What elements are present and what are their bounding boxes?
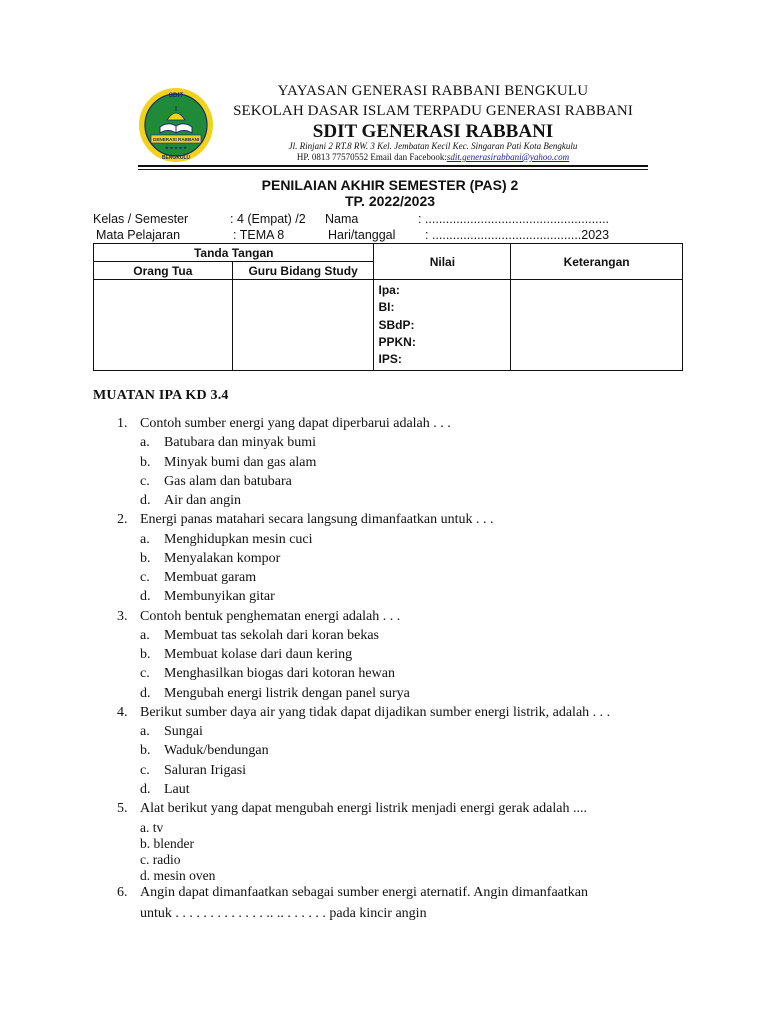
question-4 — [117, 705, 610, 721]
option-1c[interactable]: c. Gas alam dan batubara — [140, 474, 292, 489]
school-logo — [138, 87, 214, 163]
nama-field[interactable]: : ..................................................... — [418, 212, 610, 226]
question-text: Energi panas matahari secara langsung dimanfaatkan untuk . . . — [140, 512, 494, 527]
mapel-value: : TEMA 8 — [233, 228, 285, 242]
question-6 — [117, 885, 588, 901]
option-2a[interactable]: a. Menghidupkan mesin cuci — [140, 532, 313, 547]
contact-email-link[interactable]: sdit.generasirabbani@yahoo.com — [446, 152, 570, 162]
option-3a[interactable]: a. Membuat tas sekolah dari koran bekas — [140, 628, 379, 643]
option-4a[interactable]: a. Sungai — [140, 724, 203, 739]
nilai-header: Nilai — [374, 244, 511, 280]
subject-ips: IPS: — [378, 352, 402, 367]
school-contact — [218, 152, 648, 162]
school-short-name: SDIT GENERASI RABBANI — [312, 121, 554, 142]
option-1d[interactable]: d. Air dan angin — [140, 493, 241, 508]
score-table — [93, 243, 683, 371]
option-2b[interactable]: b. Menyalakan kompor — [140, 551, 281, 566]
option-4c[interactable]: c. Saluran Irigasi — [140, 763, 247, 778]
subject-ppkn: PPKN: — [378, 334, 416, 349]
question-2 — [117, 512, 494, 528]
hari-field[interactable]: : ...........................................2023 — [425, 228, 610, 242]
nilai-cell[interactable] — [374, 280, 511, 371]
question-text: Angin dapat dimanfaatkan sebagai sumber energi aternatif. Angin dimanfaatkan — [140, 885, 588, 900]
question-text: Contoh bentuk penghematan energi adalah . . . — [140, 609, 401, 624]
option-3c[interactable]: c. Menghasilkan biogas dari kotoran hewan — [140, 666, 395, 681]
question-number: 2. — [117, 512, 128, 527]
exam-title: PENILAIAN AKHIR SEMESTER (PAS) 2 — [261, 177, 519, 193]
option-1a[interactable]: a. Batubara dan minyak bumi — [140, 435, 317, 450]
option-5d[interactable]: d. mesin oven — [140, 868, 216, 883]
section-title: MUATAN IPA KD 3.4 — [93, 388, 229, 403]
question-3 — [117, 609, 400, 625]
school-full-name: SEKOLAH DASAR ISLAM TERPADU GENERASI RABBANI — [233, 103, 633, 119]
kelas-label: Kelas / Semester — [93, 212, 189, 226]
logo-stars: ★★★★★ — [164, 145, 188, 152]
logo-bottom-text: BENGKULU — [161, 155, 191, 161]
question-1 — [117, 416, 451, 432]
letterhead-rule-thin — [138, 169, 648, 170]
question-number: 1. — [117, 416, 128, 431]
question-number: 3. — [117, 609, 128, 624]
mapel-label: Mata Pelajaran — [96, 228, 181, 242]
nama-label: Nama — [325, 212, 359, 226]
hari-label: Hari/tanggal — [328, 228, 396, 242]
option-2c[interactable]: c. Membuat garam — [140, 570, 257, 585]
question-text: Alat berikut yang dapat mengubah energi listrik menjadi energi gerak adalah .... — [140, 801, 587, 816]
option-2d[interactable]: d. Membunyikan gitar — [140, 589, 275, 604]
question-number: 5. — [117, 801, 128, 816]
option-5c[interactable]: c. radio — [140, 852, 181, 867]
school-address: Jl. Rinjani 2 RT.8 RW. 3 Kel. Jembatan Kecil Kec. Singaran Pati Kota Bengkulu — [288, 141, 578, 151]
option-4d[interactable]: d. Laut — [140, 782, 190, 797]
orang-tua-header: Orang Tua — [94, 262, 233, 280]
question-5 — [117, 801, 587, 817]
letterhead-rule-thick — [138, 165, 648, 167]
subject-bi: BI: — [378, 300, 395, 315]
option-3d[interactable]: d. Mengubah energi listrik dengan panel surya — [140, 686, 410, 701]
question-number: 6. — [117, 885, 128, 900]
question-6-continuation: untuk . . . . . . . . . . . . . .. .. . . . . . . pada kincir angin — [140, 906, 427, 921]
option-1b[interactable]: b. Minyak bumi dan gas alam — [140, 455, 317, 470]
question-text: Berikut sumber daya air yang tidak dapat dijadikan sumber energi listrik, adalah . . . — [140, 705, 611, 720]
exam-year: TP. 2022/2023 — [344, 193, 436, 209]
keterangan-cell[interactable] — [511, 280, 683, 371]
question-number: 4. — [117, 705, 128, 720]
option-3b[interactable]: b. Membuat kolase dari daun kering — [140, 647, 353, 662]
contact-phone: HP. 0813 77570552 Email dan Facebook: — [296, 152, 447, 162]
orang-tua-signature-cell[interactable] — [94, 280, 233, 371]
keterangan-header: Keterangan — [511, 244, 683, 280]
option-4b[interactable]: b. Waduk/bendungan — [140, 743, 269, 758]
subject-ipa: Ipa: — [378, 283, 400, 297]
question-text: Contoh sumber energi yang dapat diperbarui adalah . . . — [140, 416, 451, 431]
guru-header: Guru Bidang Study — [232, 262, 374, 280]
logo-top-text: SDIT — [168, 92, 184, 99]
option-5a[interactable]: a. tv — [140, 820, 164, 835]
logo-ribbon-text: GENERASI RABBANI — [152, 137, 200, 143]
option-5b[interactable]: b. blender — [140, 836, 194, 851]
subject-sbdp: SBdP: — [378, 317, 415, 332]
kelas-value: : 4 (Empat) /2 — [230, 212, 306, 226]
guru-signature-cell[interactable] — [232, 280, 374, 371]
foundation-name: YAYASAN GENERASI RABBANI BENGKULU — [277, 83, 589, 99]
tanda-tangan-header: Tanda Tangan — [94, 244, 374, 262]
